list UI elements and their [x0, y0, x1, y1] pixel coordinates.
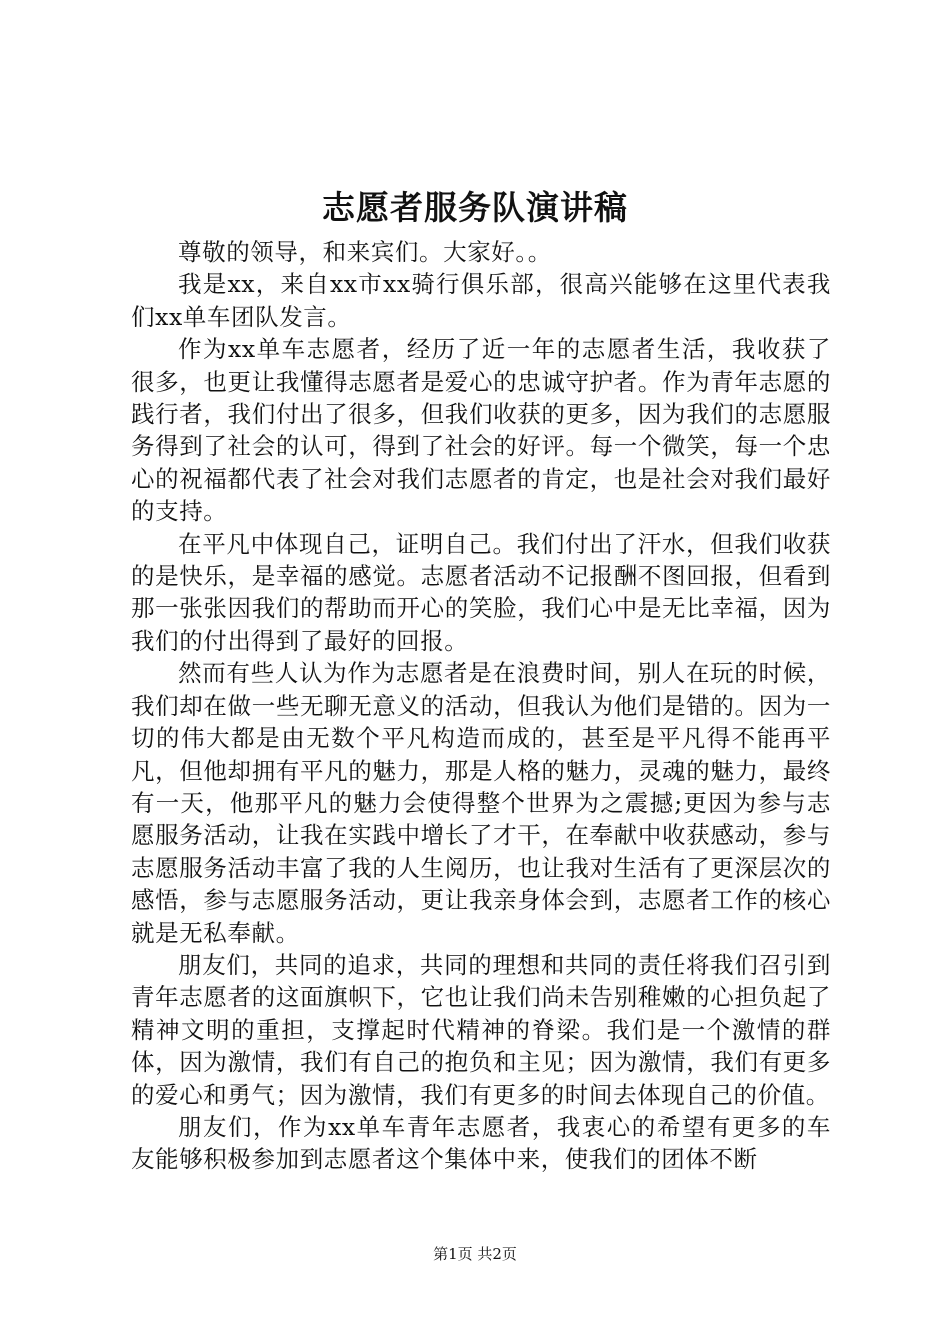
paragraph-friends: 朋友们，共同的追求，共同的理想和共同的责任将我们召引到青年志愿者的这面旗帜下，它也让我们尚未告别稚嫩的心担负起了精神文明的重担，支撑起时代精神的脊梁。我们是一个激情的群体，因为激情，我们有自己的抱负和主见；因为激情，我们有更多的爱心和勇气；因为激情，我们有更多的时间去体现自己的价值。: [131, 950, 831, 1109]
paragraph-experience: 作为xx单车志愿者，经历了近一年的志愿者生活，我收获了很多，也更让我懂得志愿者是爱心的忠诚守护者。作为青年志愿的践行者，我们付出了很多，但我们收获的更多，因为我们的志愿服务得到了社会的认可，得到了社会的好评。每一个微笑，每一个忠心的祝福都代表了社会对我们志愿者的肯定，也是社会对我们最好的支持。: [131, 335, 831, 526]
paragraph-ordinary: 在平凡中体现自己，证明自己。我们付出了汗水，但我们收获的是快乐，是幸福的感觉。志愿者活动不记报酬不图回报，但看到那一张张因我们的帮助而开心的笑脸，我们心中是无比幸福，因为我们的付出得到了最好的回报。: [131, 529, 831, 655]
paragraph-introduction: 我是xx，来自xx市xx骑行俱乐部，很高兴能够在这里代表我们xx单车团队发言。: [131, 270, 831, 331]
paragraph-rebuttal: 然而有些人认为作为志愿者是在浪费时间，别人在玩的时候，我们却在做一些无聊无意义的活动，但我认为他们是错的。因为一切的伟大都是由无数个平凡构造而成的，甚至是平凡得不能再平凡，但他却拥有平凡的魅力，那是人格的魅力，灵魂的魅力，最终有一天，他那平凡的魅力会使得整个世界为之震撼;更因为参与志愿服务活动，让我在实践中增长了才干，在奉献中收获感动，参与志愿服务活动丰富了我的人生阅历，也让我对生活有了更深层次的感悟，参与志愿服务活动，更让我亲身体会到，志愿者工作的核心就是无私奉献。: [131, 659, 831, 947]
document-title: 志愿者服务队演讲稿: [322, 188, 628, 227]
paragraph-hope: 朋友们，作为xx单车青年志愿者，我衷心的希望有更多的车友能够积极参加到志愿者这个集体中来，使我们的团体不断: [131, 1112, 831, 1174]
paragraph-greeting: 尊敬的领导，和来宾们。大家好。。: [178, 238, 552, 266]
document-body: [131, 236, 831, 1176]
page-footer: 第1页 共2页: [433, 1245, 517, 1263]
